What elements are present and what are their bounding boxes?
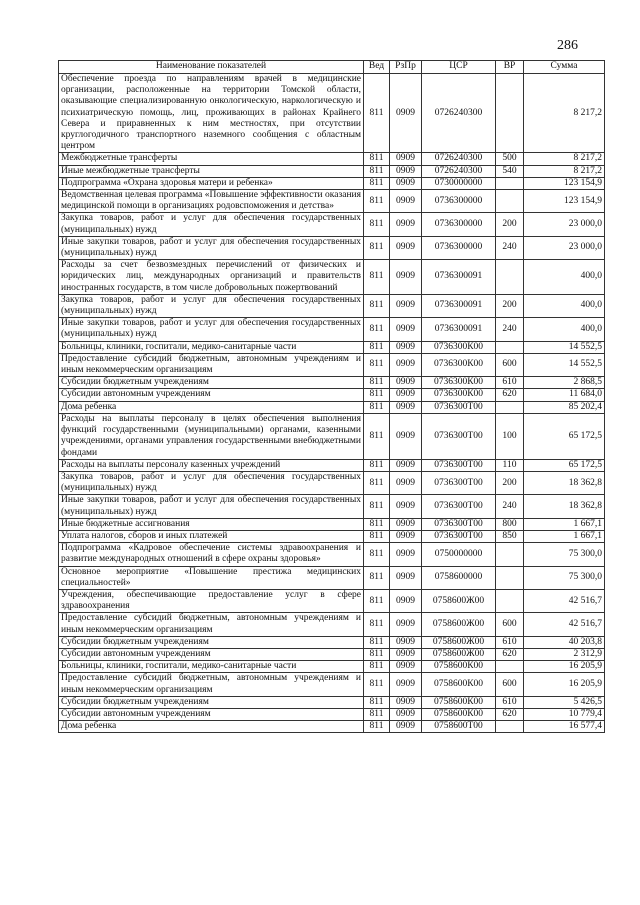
row-rzpr: 0909 bbox=[390, 236, 422, 259]
table-row bbox=[59, 708, 605, 720]
row-rzpr: 0909 bbox=[390, 673, 422, 696]
header-sum: Сумма bbox=[524, 61, 605, 74]
row-rzpr: 0909 bbox=[390, 661, 422, 673]
row-csr: 0758600Ж00 bbox=[422, 589, 496, 612]
row-vr: 600 bbox=[496, 353, 524, 376]
row-name: Субсидии бюджетным учреждениям bbox=[59, 636, 364, 648]
row-rzpr: 0909 bbox=[390, 589, 422, 612]
row-ved: 811 bbox=[364, 260, 390, 295]
row-ved: 811 bbox=[364, 589, 390, 612]
row-sum: 11 684,0 bbox=[524, 389, 605, 401]
row-ved: 811 bbox=[364, 543, 390, 566]
row-csr: 0758600000 bbox=[422, 566, 496, 589]
table-row bbox=[59, 661, 605, 673]
row-vr bbox=[496, 190, 524, 213]
table-row bbox=[59, 165, 605, 177]
row-name: Дома ребенка bbox=[59, 721, 364, 733]
row-sum: 14 552,5 bbox=[524, 353, 605, 376]
row-name: Закупка товаров, работ и услуг для обеспечения государственных (муниципальных) нужд bbox=[59, 471, 364, 494]
row-ved: 811 bbox=[364, 566, 390, 589]
row-csr: 0758600Ж00 bbox=[422, 636, 496, 648]
row-vr bbox=[496, 721, 524, 733]
row-ved: 811 bbox=[364, 236, 390, 259]
row-name: Субсидии автономным учреждениям bbox=[59, 389, 364, 401]
row-name: Расходы на выплаты персоналу в целях обеспечения выполнения функций государственными (муниципальными) органами, казенными учреждениями, органами управления государственными внебюджетными фондами bbox=[59, 413, 364, 459]
header-name: Наименование показателей bbox=[59, 61, 364, 74]
row-rzpr: 0909 bbox=[390, 341, 422, 353]
row-csr: 0736300Т00 bbox=[422, 518, 496, 530]
row-ved: 811 bbox=[364, 413, 390, 459]
row-vr bbox=[496, 260, 524, 295]
row-ved: 811 bbox=[364, 294, 390, 317]
row-rzpr: 0909 bbox=[390, 177, 422, 189]
row-csr: 0736300000 bbox=[422, 236, 496, 259]
row-vr: 850 bbox=[496, 530, 524, 542]
row-sum: 14 552,5 bbox=[524, 341, 605, 353]
row-ved: 811 bbox=[364, 341, 390, 353]
row-ved: 811 bbox=[364, 648, 390, 660]
row-name: Иные закупки товаров, работ и услуг для обеспечения государственных (муниципальных) нужд bbox=[59, 318, 364, 341]
row-vr: 600 bbox=[496, 673, 524, 696]
row-sum: 2 312,9 bbox=[524, 648, 605, 660]
table-row bbox=[59, 389, 605, 401]
row-vr: 100 bbox=[496, 413, 524, 459]
row-csr: 0758600К00 bbox=[422, 673, 496, 696]
row-csr: 0758600Т00 bbox=[422, 721, 496, 733]
row-sum: 75 300,0 bbox=[524, 543, 605, 566]
row-csr: 0758600К00 bbox=[422, 696, 496, 708]
row-csr: 0736300Т00 bbox=[422, 401, 496, 413]
row-sum: 400,0 bbox=[524, 260, 605, 295]
table-row bbox=[59, 589, 605, 612]
row-sum: 42 516,7 bbox=[524, 613, 605, 636]
row-ved: 811 bbox=[364, 471, 390, 494]
row-vr bbox=[496, 74, 524, 153]
row-name: Межбюджетные трансферты bbox=[59, 153, 364, 165]
row-name: Учреждения, обеспечивающие предоставление услуг в сфере здравоохранения bbox=[59, 589, 364, 612]
row-rzpr: 0909 bbox=[390, 471, 422, 494]
row-ved: 811 bbox=[364, 213, 390, 236]
row-sum: 123 154,9 bbox=[524, 177, 605, 189]
row-ved: 811 bbox=[364, 177, 390, 189]
row-csr: 0736300091 bbox=[422, 260, 496, 295]
row-csr: 0736300091 bbox=[422, 318, 496, 341]
header-vr: ВР bbox=[496, 61, 524, 74]
row-vr: 800 bbox=[496, 518, 524, 530]
row-sum: 40 203,8 bbox=[524, 636, 605, 648]
table-row bbox=[59, 471, 605, 494]
row-ved: 811 bbox=[364, 165, 390, 177]
row-rzpr: 0909 bbox=[390, 401, 422, 413]
row-sum: 65 172,5 bbox=[524, 413, 605, 459]
row-rzpr: 0909 bbox=[390, 213, 422, 236]
row-ved: 811 bbox=[364, 318, 390, 341]
row-csr: 0736300К00 bbox=[422, 377, 496, 389]
row-ved: 811 bbox=[364, 708, 390, 720]
row-csr: 0730000000 bbox=[422, 177, 496, 189]
row-sum: 1 667,1 bbox=[524, 530, 605, 542]
row-csr: 0750000000 bbox=[422, 543, 496, 566]
table-row bbox=[59, 413, 605, 459]
row-name: Закупка товаров, работ и услуг для обеспечения государственных (муниципальных) нужд bbox=[59, 213, 364, 236]
row-sum: 8 217,2 bbox=[524, 165, 605, 177]
row-vr: 240 bbox=[496, 236, 524, 259]
row-name: Предоставление субсидий бюджетным, автономным учреждениям и иным некоммерческим организациям bbox=[59, 353, 364, 376]
table-row bbox=[59, 636, 605, 648]
row-sum: 123 154,9 bbox=[524, 190, 605, 213]
row-ved: 811 bbox=[364, 636, 390, 648]
row-rzpr: 0909 bbox=[390, 459, 422, 471]
row-ved: 811 bbox=[364, 673, 390, 696]
row-name: Субсидии автономным учреждениям bbox=[59, 648, 364, 660]
row-name: Иные закупки товаров, работ и услуг для обеспечения государственных (муниципальных) нужд bbox=[59, 236, 364, 259]
table-row bbox=[59, 459, 605, 471]
row-csr: 0758600Ж00 bbox=[422, 648, 496, 660]
row-sum: 16 205,9 bbox=[524, 661, 605, 673]
row-ved: 811 bbox=[364, 153, 390, 165]
row-ved: 811 bbox=[364, 721, 390, 733]
table-row bbox=[59, 177, 605, 189]
row-name: Иные бюджетные ассигнования bbox=[59, 518, 364, 530]
table-row bbox=[59, 353, 605, 376]
row-name: Больницы, клиники, госпитали, медико-санитарные части bbox=[59, 341, 364, 353]
table-row bbox=[59, 318, 605, 341]
row-name: Ведомственная целевая программа «Повышение эффективности оказания медицинской помощи в организациях родовспоможения и детства» bbox=[59, 190, 364, 213]
row-vr: 600 bbox=[496, 613, 524, 636]
table-row bbox=[59, 153, 605, 165]
row-csr: 0758600К00 bbox=[422, 661, 496, 673]
table-row bbox=[59, 213, 605, 236]
table-row bbox=[59, 401, 605, 413]
row-sum: 400,0 bbox=[524, 318, 605, 341]
row-vr bbox=[496, 177, 524, 189]
row-sum: 18 362,8 bbox=[524, 495, 605, 518]
table-row bbox=[59, 236, 605, 259]
row-csr: 0758600Ж00 bbox=[422, 613, 496, 636]
row-rzpr: 0909 bbox=[390, 721, 422, 733]
row-name: Предоставление субсидий бюджетным, автономным учреждениям и иным некоммерческим организациям bbox=[59, 673, 364, 696]
row-name: Подпрограмма «Кадровое обеспечение системы здравоохранения и развитие международных отношений в сфере охраны здоровья» bbox=[59, 543, 364, 566]
row-vr: 500 bbox=[496, 153, 524, 165]
table-row bbox=[59, 566, 605, 589]
row-vr: 620 bbox=[496, 648, 524, 660]
page-number: 286 bbox=[557, 38, 578, 53]
row-ved: 811 bbox=[364, 401, 390, 413]
row-rzpr: 0909 bbox=[390, 708, 422, 720]
row-csr: 0736300К00 bbox=[422, 341, 496, 353]
row-name: Иные закупки товаров, работ и услуг для обеспечения государственных (муниципальных) нужд bbox=[59, 495, 364, 518]
row-vr: 240 bbox=[496, 318, 524, 341]
row-csr: 0736300Т00 bbox=[422, 530, 496, 542]
row-csr: 0726240300 bbox=[422, 165, 496, 177]
table-row bbox=[59, 74, 605, 153]
row-sum: 23 000,0 bbox=[524, 236, 605, 259]
row-rzpr: 0909 bbox=[390, 413, 422, 459]
row-rzpr: 0909 bbox=[390, 74, 422, 153]
row-ved: 811 bbox=[364, 74, 390, 153]
row-vr: 110 bbox=[496, 459, 524, 471]
table-header-row bbox=[59, 61, 605, 74]
row-sum: 2 868,5 bbox=[524, 377, 605, 389]
row-ved: 811 bbox=[364, 190, 390, 213]
row-rzpr: 0909 bbox=[390, 518, 422, 530]
row-name: Больницы, клиники, госпитали, медико-санитарные части bbox=[59, 661, 364, 673]
row-csr: 0726240300 bbox=[422, 153, 496, 165]
row-name: Закупка товаров, работ и услуг для обеспечения государственных (муниципальных) нужд bbox=[59, 294, 364, 317]
row-rzpr: 0909 bbox=[390, 495, 422, 518]
row-csr: 0758600К00 bbox=[422, 708, 496, 720]
row-rzpr: 0909 bbox=[390, 566, 422, 589]
row-name: Предоставление субсидий бюджетным, автономным учреждениям и иным некоммерческим организациям bbox=[59, 613, 364, 636]
row-ved: 811 bbox=[364, 495, 390, 518]
row-name: Дома ребенка bbox=[59, 401, 364, 413]
row-ved: 811 bbox=[364, 377, 390, 389]
row-rzpr: 0909 bbox=[390, 190, 422, 213]
row-rzpr: 0909 bbox=[390, 294, 422, 317]
row-vr: 620 bbox=[496, 708, 524, 720]
row-csr: 0736300000 bbox=[422, 213, 496, 236]
row-name: Субсидии бюджетным учреждениям bbox=[59, 696, 364, 708]
row-sum: 85 202,4 bbox=[524, 401, 605, 413]
table-row bbox=[59, 377, 605, 389]
row-sum: 8 217,2 bbox=[524, 74, 605, 153]
row-rzpr: 0909 bbox=[390, 318, 422, 341]
row-csr: 0736300000 bbox=[422, 190, 496, 213]
row-name: Расходы за счет безвозмездных перечислений от физических и юридических лиц, международных организаций и правительств иностранных государств, в том числе добровольных пожертвований bbox=[59, 260, 364, 295]
row-sum: 16 205,9 bbox=[524, 673, 605, 696]
row-ved: 811 bbox=[364, 613, 390, 636]
row-rzpr: 0909 bbox=[390, 165, 422, 177]
row-sum: 8 217,2 bbox=[524, 153, 605, 165]
row-vr bbox=[496, 543, 524, 566]
table-row bbox=[59, 613, 605, 636]
row-csr: 0726240300 bbox=[422, 74, 496, 153]
row-ved: 811 bbox=[364, 530, 390, 542]
row-sum: 1 667,1 bbox=[524, 518, 605, 530]
row-rzpr: 0909 bbox=[390, 648, 422, 660]
row-name: Иные межбюджетные трансферты bbox=[59, 165, 364, 177]
table-row bbox=[59, 260, 605, 295]
row-vr: 540 bbox=[496, 165, 524, 177]
row-sum: 400,0 bbox=[524, 294, 605, 317]
row-csr: 0736300091 bbox=[422, 294, 496, 317]
table-row bbox=[59, 495, 605, 518]
row-name: Обеспечение проезда по направлениям врачей в медицинские организации, расположенные на территории Томской области, оказывающие специализированную онкологическую, наркологическую и психиатрическую помощь, лиц, проживающих в районах Крайнего Севера и приравненных к ним местностях, при отсутствии круглогодичного транспортного наземного сообщения с областным центром bbox=[59, 74, 364, 153]
row-vr bbox=[496, 566, 524, 589]
row-vr bbox=[496, 401, 524, 413]
row-name: Субсидии автономным учреждениям bbox=[59, 708, 364, 720]
row-vr: 610 bbox=[496, 377, 524, 389]
row-vr: 610 bbox=[496, 696, 524, 708]
row-sum: 23 000,0 bbox=[524, 213, 605, 236]
table-row bbox=[59, 696, 605, 708]
row-vr: 200 bbox=[496, 294, 524, 317]
row-rzpr: 0909 bbox=[390, 613, 422, 636]
row-vr: 200 bbox=[496, 471, 524, 494]
row-name: Расходы на выплаты персоналу казенных учреждений bbox=[59, 459, 364, 471]
table-row bbox=[59, 530, 605, 542]
row-csr: 0736300К00 bbox=[422, 389, 496, 401]
row-sum: 5 426,5 bbox=[524, 696, 605, 708]
row-ved: 811 bbox=[364, 661, 390, 673]
row-sum: 18 362,8 bbox=[524, 471, 605, 494]
row-csr: 0736300Т00 bbox=[422, 495, 496, 518]
row-sum: 10 779,4 bbox=[524, 708, 605, 720]
row-ved: 811 bbox=[364, 459, 390, 471]
row-ved: 811 bbox=[364, 389, 390, 401]
row-vr bbox=[496, 661, 524, 673]
row-ved: 811 bbox=[364, 696, 390, 708]
row-rzpr: 0909 bbox=[390, 696, 422, 708]
row-ved: 811 bbox=[364, 518, 390, 530]
table-row bbox=[59, 341, 605, 353]
row-csr: 0736300К00 bbox=[422, 353, 496, 376]
row-vr: 200 bbox=[496, 213, 524, 236]
row-rzpr: 0909 bbox=[390, 260, 422, 295]
row-rzpr: 0909 bbox=[390, 530, 422, 542]
row-sum: 75 300,0 bbox=[524, 566, 605, 589]
table-row bbox=[59, 190, 605, 213]
budget-table bbox=[58, 60, 605, 733]
row-name: Уплата налогов, сборов и иных платежей bbox=[59, 530, 364, 542]
row-csr: 0736300Т00 bbox=[422, 471, 496, 494]
row-vr bbox=[496, 341, 524, 353]
row-sum: 16 577,4 bbox=[524, 721, 605, 733]
table-row bbox=[59, 721, 605, 733]
row-csr: 0736300Т00 bbox=[422, 459, 496, 471]
row-rzpr: 0909 bbox=[390, 389, 422, 401]
row-rzpr: 0909 bbox=[390, 377, 422, 389]
row-ved: 811 bbox=[364, 353, 390, 376]
row-csr: 0736300Т00 bbox=[422, 413, 496, 459]
row-sum: 65 172,5 bbox=[524, 459, 605, 471]
row-sum: 42 516,7 bbox=[524, 589, 605, 612]
row-rzpr: 0909 bbox=[390, 353, 422, 376]
table-row bbox=[59, 673, 605, 696]
row-rzpr: 0909 bbox=[390, 636, 422, 648]
table-row bbox=[59, 648, 605, 660]
table-row bbox=[59, 294, 605, 317]
table-row bbox=[59, 518, 605, 530]
header-csr: ЦСР bbox=[422, 61, 496, 74]
row-vr: 610 bbox=[496, 636, 524, 648]
row-rzpr: 0909 bbox=[390, 153, 422, 165]
row-name: Основное мероприятие «Повышение престижа медицинских специальностей» bbox=[59, 566, 364, 589]
row-rzpr: 0909 bbox=[390, 543, 422, 566]
row-name: Субсидии бюджетным учреждениям bbox=[59, 377, 364, 389]
header-ved: Вед bbox=[364, 61, 390, 74]
row-name: Подпрограмма «Охрана здоровья матери и ребенка» bbox=[59, 177, 364, 189]
row-vr: 240 bbox=[496, 495, 524, 518]
row-vr bbox=[496, 589, 524, 612]
table-row bbox=[59, 543, 605, 566]
header-rzpr: РзПр bbox=[390, 61, 422, 74]
table-body bbox=[59, 74, 605, 733]
row-vr: 620 bbox=[496, 389, 524, 401]
